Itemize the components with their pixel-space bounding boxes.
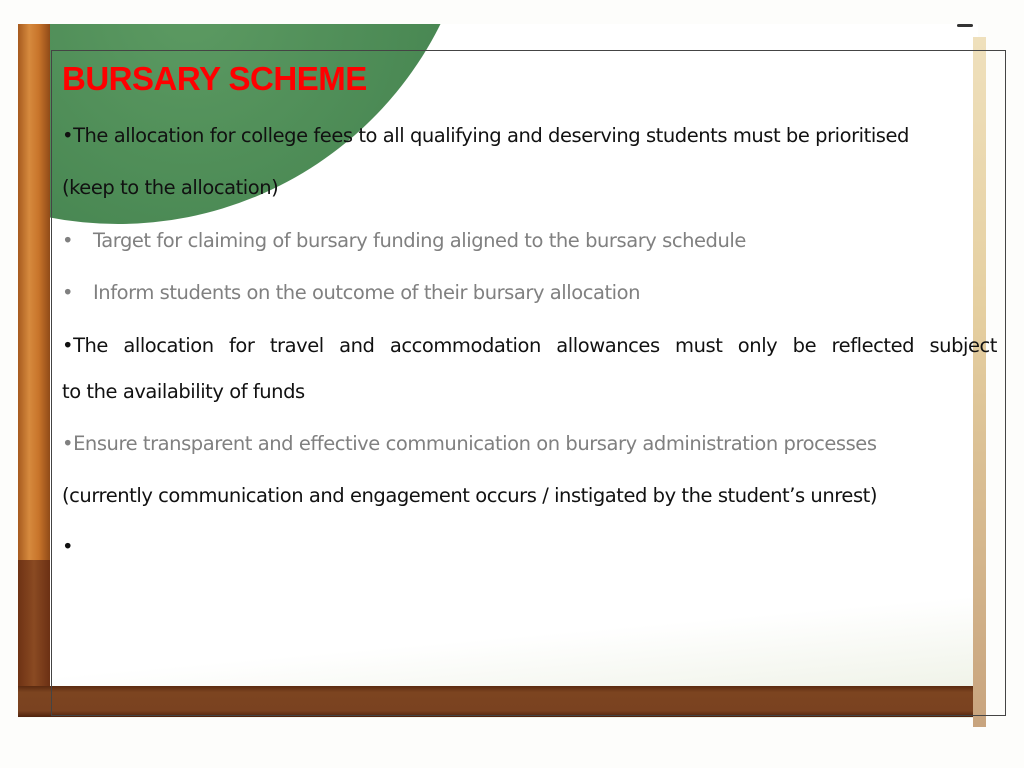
bullet-icon: • — [62, 535, 74, 558]
sub-bullet-inform-students — [62, 281, 73, 304]
line-text: Ensure transparent and effective communication on bursary administration processes — [73, 432, 877, 455]
line-text: The allocation for travel and accommodation allowances must only be reflected subject — [73, 334, 997, 357]
bullet-line-travel-allowances — [62, 334, 997, 357]
sub-bullet-target-claiming — [62, 229, 73, 252]
sub-bullet-target-claiming-text: Target for claiming of bursary funding aligned to the bursary schedule — [93, 229, 746, 252]
line-text: to the availability of funds — [62, 380, 305, 403]
slide-title: BURSARY SCHEME — [62, 60, 367, 97]
bullet-icon: • — [62, 334, 74, 357]
bullet-icon: • — [62, 229, 74, 252]
top-right-corner-mark — [957, 24, 973, 27]
bullet-icon: • — [62, 124, 74, 147]
bullet-line-college-fees — [62, 124, 909, 147]
line-keep-allocation — [62, 176, 278, 199]
bullet-icon: • — [62, 281, 74, 304]
line-currently-communication — [62, 484, 877, 507]
sub-bullet-inform-students-text: Inform students on the outcome of their bursary allocation — [93, 281, 641, 304]
line-text: (currently communication and engagement occurs / instigated by the student’s unrest) — [62, 484, 878, 507]
line-text: The allocation for college fees to all qualifying and deserving students must be prioritised — [73, 124, 909, 147]
bullet-icon: • — [62, 432, 74, 455]
empty-bullet-line — [62, 535, 73, 558]
bullet-line-transparent-communication — [62, 432, 877, 455]
line-text: (keep to the allocation) — [62, 176, 279, 199]
line-availability-funds — [62, 380, 305, 403]
